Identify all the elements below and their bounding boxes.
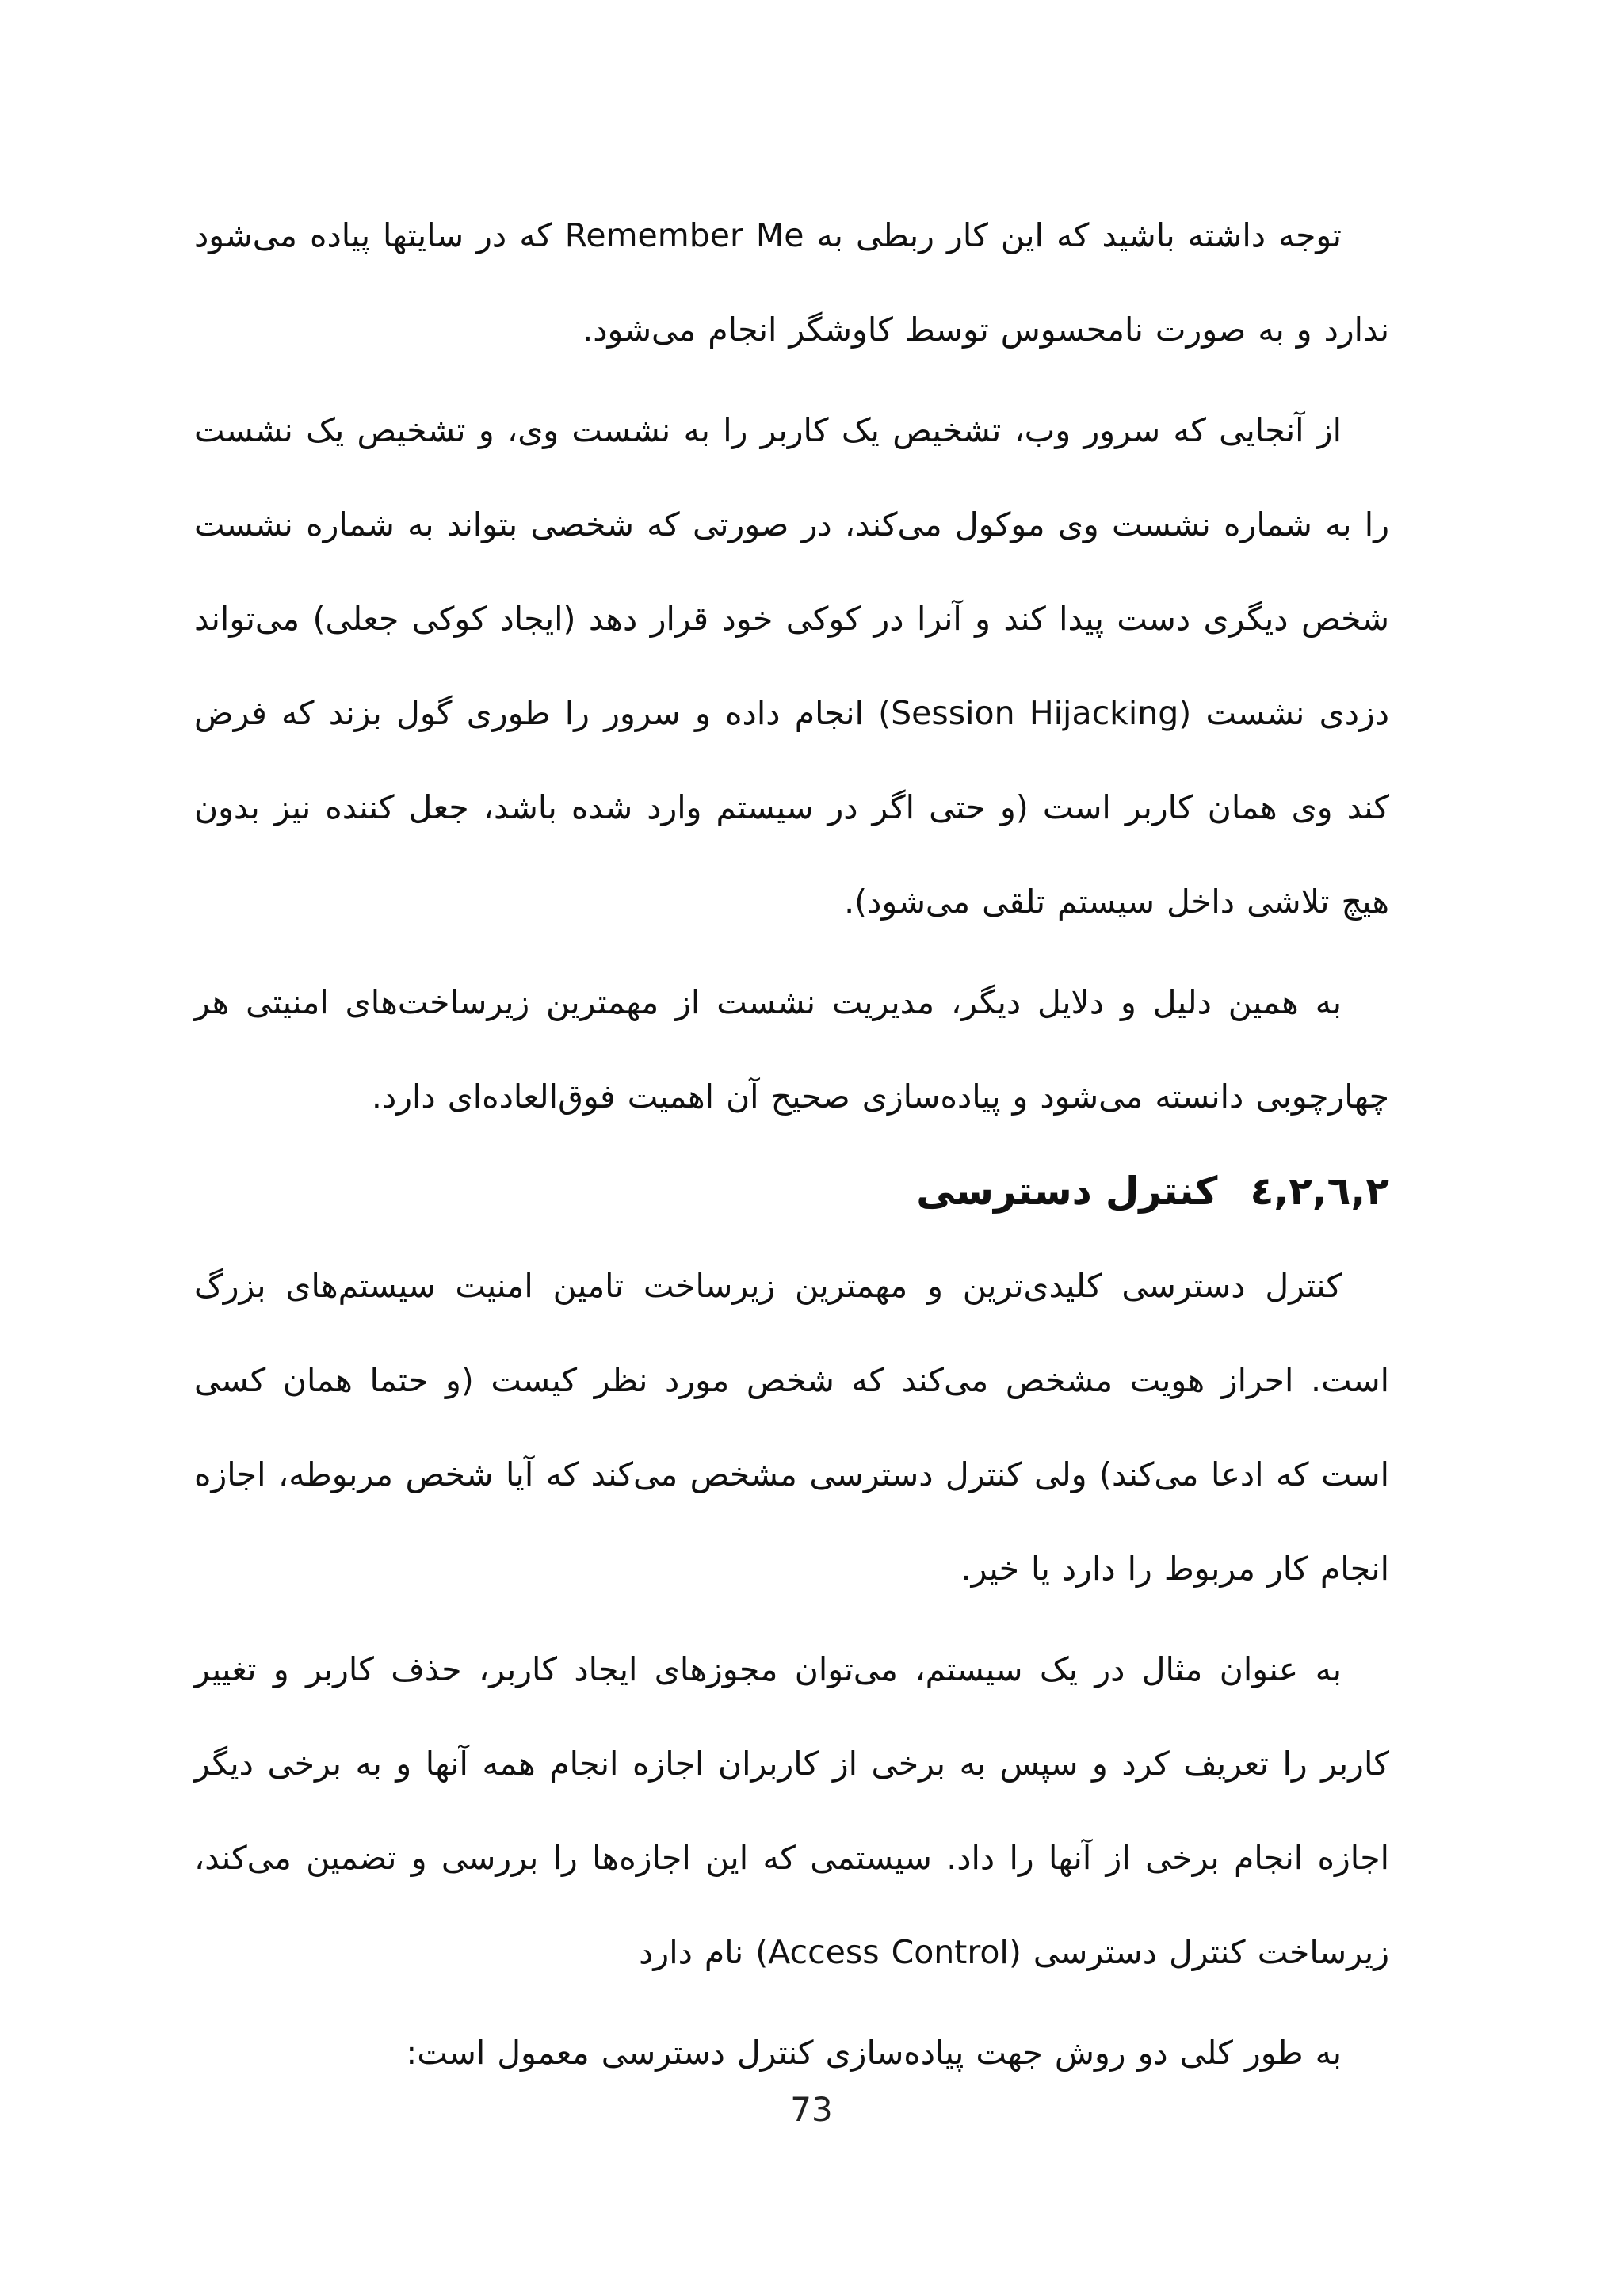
section-heading: [194, 1152, 1389, 1231]
paragraph-session-hijacking: از آنجایی که سرور وب، تشخیص یک کاربر را به نشست وی، و تشخیص یک نشست را به شماره نشست وی موکول می‌کند، در صورتی که شخصی بتواند به شماره نشست شخص دیگری دست پیدا کند و آنرا در کوکی خود قرار دهد (ایجاد کوکی جعلی) می‌تواند دزدی نشست (Session Hijacking) انجام داده و سرور را طوری گول بزند که فرض کند وی همان کاربر است (و حتی اگر در سیستم وارد شده باشد، جعل کننده نیز بدون هیچ تلاشی داخل سیستم تلقی می‌شود).: [194, 411, 1390, 921]
paragraph-session-management: به همین دلیل و دلایل دیگر، مدیریت نشست از مهمترین زیرساخت‌های امنیتی هر چهارچوبی دانسته می‌شود و پیاده‌سازی صحیح آن اهمیت فوق‌العاده‌ای دارد.: [194, 983, 1389, 1116]
paragraph-remember-me-note: توجه داشته باشید که این کار ربطی به Remember Me که در سایتها پیاده می‌شود ندارد و به صورت نامحسوس توسط کاوشگر انجام می‌شود.: [194, 216, 1389, 349]
paragraph-access-control-intro: کنترل دسترسی کلیدی‌ترین و مهمترین زیرساخت تامین امنیت سیستم‌های بزرگ است. احراز هویت مشخص می‌کند که شخص مورد نظر کیست (و حتما همان کسی است که ادعا می‌کند) ولی کنترل دسترسی مشخص می‌کند که آیا شخص مربوطه، اجازه انجام کار مربوط را دارد یا خیر.: [194, 1267, 1389, 1588]
section-number: ۲,٦,۲,٤: [1250, 1169, 1389, 1214]
section-title: کنترل دسترسی: [916, 1169, 1218, 1214]
page-number: 73: [790, 2090, 833, 2129]
paragraph-access-control-methods: به طور کلی دو روش جهت پیاده‌سازی کنترل دسترسی معمول است:: [406, 2034, 1342, 2072]
page-body: [194, 189, 1389, 2107]
paragraph-access-control-example: به عنوان مثال در یک سیستم، می‌توان مجوزهای ایجاد کاربر، حذف کاربر و تغییر کاربر را تعریف کرد و سپس به برخی از کاربران اجازه انجام همه آنها و به برخی دیگر اجازه انجام برخی از آنها را داد. سیستمی که این اجازه‌ها را بررسی و تضمین می‌کند، زیرساخت کنترل دسترسی (Access Control) نام دارد: [194, 1650, 1389, 1971]
